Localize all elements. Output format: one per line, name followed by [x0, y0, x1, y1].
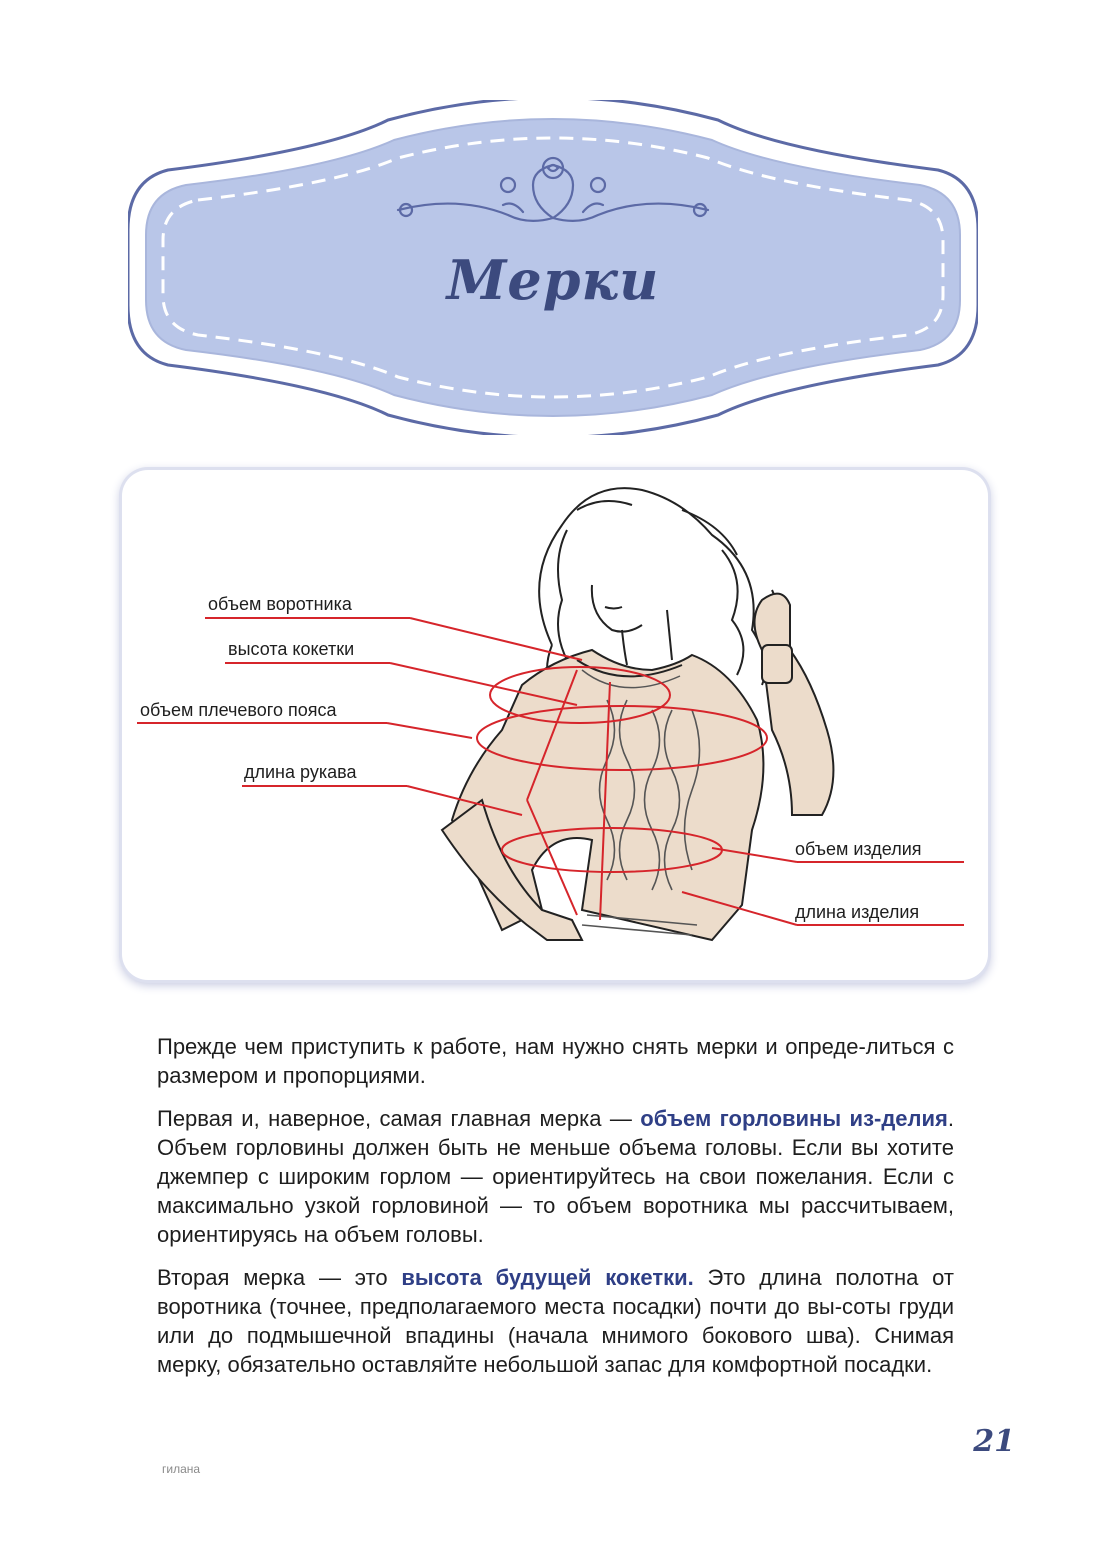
label-shoulder-girth: объем плечевого пояса — [140, 700, 337, 720]
label-yoke-height: высота кокетки — [228, 639, 355, 659]
highlight-collar: объем горловины из-делия — [640, 1106, 948, 1131]
publisher-mark: гилана — [162, 1462, 201, 1476]
label-garment-volume: объем изделия — [795, 839, 922, 859]
highlight-yoke: высота будущей кокетки. — [401, 1265, 694, 1290]
raised-arm — [755, 594, 834, 815]
label-collar-volume: объем воротника — [208, 594, 352, 614]
article-body — [157, 1032, 954, 1393]
paragraph-yoke: Вторая мерка — это высота будущей кокетки. Это длина полотна от воротника (точнее, предполагаемого места посадки) почти до вы-соты груди или до подмышечной впадины (начала мнимого бокового шва). Снимая мерку, обязательно оставляйте небольшой запас для комфортной посадки. — [157, 1265, 954, 1377]
label-garment-length: длина изделия — [795, 902, 920, 922]
paragraph-intro: Прежде чем приступить к работе, нам нужно снять мерки и опреде-литься с размером и пропорциями. — [157, 1034, 954, 1088]
woman-face-icon — [592, 585, 672, 665]
label-sleeve-length: длина рукава — [244, 762, 357, 782]
measurement-figure — [122, 470, 988, 980]
page-title: Мерки — [446, 248, 660, 312]
cuff-right — [762, 645, 792, 683]
paragraph-collar: Первая и, наверное, самая главная мерка — объем горловины из-делия. Объем горловины должен быть не меньше объема головы. Если вы хотите джемпер с широким горлом — ориентируйтесь на свои пожелания. Если с максимально узкой горловиной — то объем воротника мы рассчитываем, ориентируясь на объем головы. — [157, 1106, 954, 1247]
page-number: 21 — [973, 1424, 1015, 1459]
